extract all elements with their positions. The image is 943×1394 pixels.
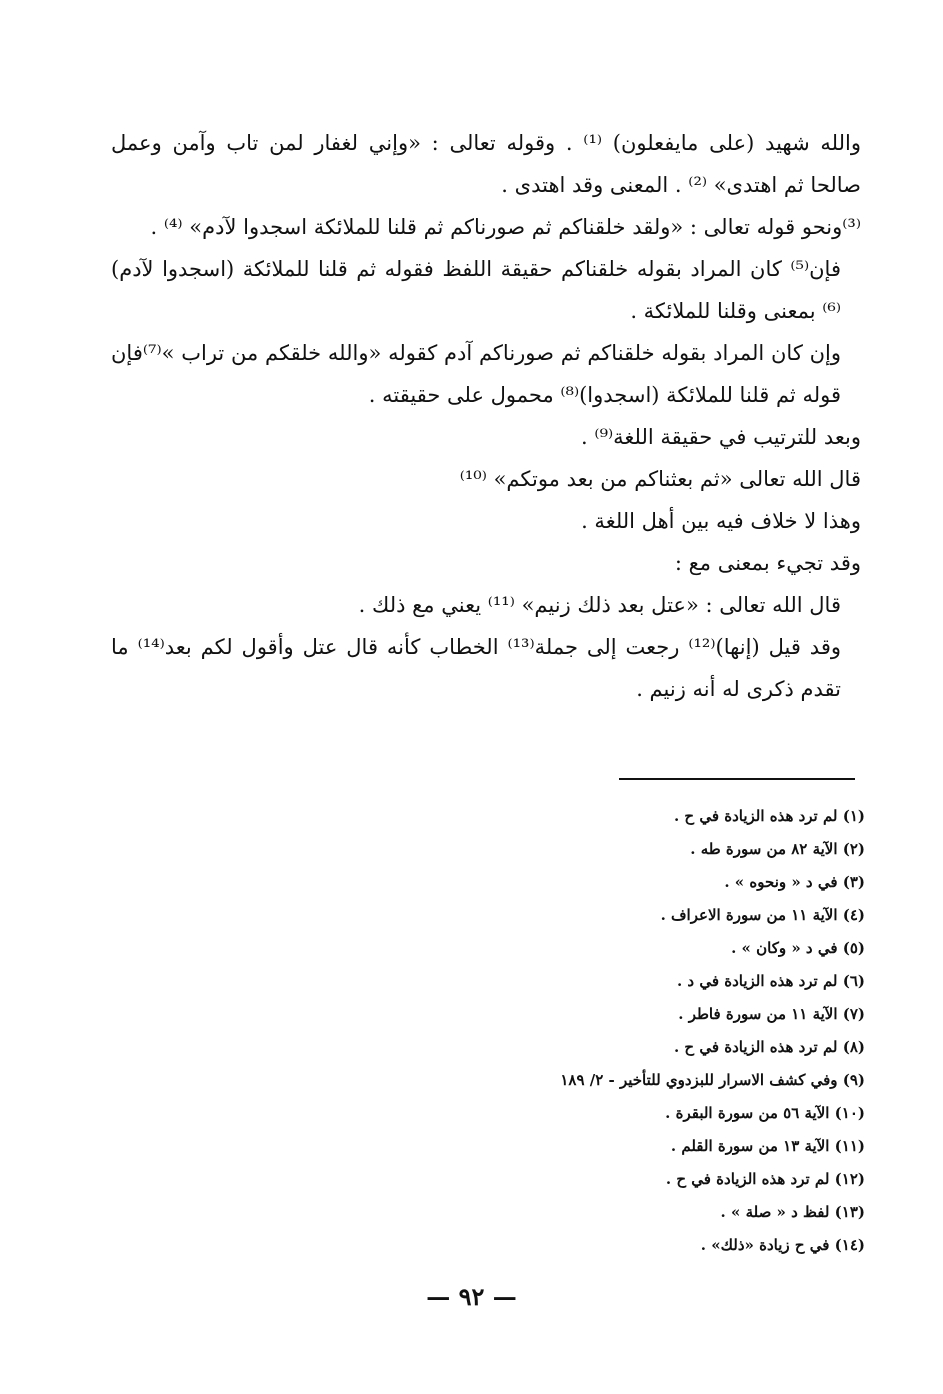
footnote-5: (٥) في د « وكان » .: [731, 939, 865, 957]
paragraph-4: وإن كان المراد بقوله خلقناكم ثم صورناكم آدم كقوله «والله خلقكم من تراب »⁽⁷⁾فإن قوله ثم قلنا للملائكة (اسجدوا)⁽⁸⁾ محمول على حقيقته .: [111, 341, 841, 407]
footnote-4: (٤) الآية ١١ من سورة الاعراف .: [660, 906, 865, 924]
paragraph-5: وبعد للترتيب في حقيقة اللغة⁽⁹⁾ .: [581, 425, 861, 449]
paragraph-6: قال الله تعالى «ثم بعثناكم من بعد موتكم» ⁽¹⁰⁾: [459, 467, 861, 491]
footnote-8: (٨) لم ترد هذه الزيادة في ح .: [673, 1038, 865, 1056]
paragraph-10: وقد قيل (إنها)⁽¹²⁾ رجعت إلى جملة⁽¹³⁾ الخطاب كأنه قال عتل وأقول لكم بعد⁽¹⁴⁾ ما تقدم ذكرى له أنه زنيم .: [111, 635, 841, 701]
page-number: — ٩٢ —: [426, 1282, 517, 1311]
paragraph-9: قال الله تعالى : «عتل بعد ذلك زنيم» ⁽¹¹⁾ يعني مع ذلك .: [358, 593, 841, 617]
footnote-9: (٩) وفي كشف الاسرار للبزدوي للتأخير - ٢/ ١٨٩: [560, 1071, 865, 1089]
footnote-13: (١٣) لفظ د « صلة » .: [720, 1203, 865, 1221]
footnote-3: (٣) في د « ونحوه » .: [724, 873, 865, 891]
footnote-divider: [619, 778, 855, 780]
footnote-12: (١٢) لم ترد هذه الزيادة في ح .: [665, 1170, 865, 1188]
footnote-14: (١٤) في ح زيادة «ذلك» .: [700, 1236, 865, 1254]
footnote-2: (٢) الآية ٨٢ من سورة طه .: [690, 840, 865, 858]
footnote-7: (٧) الآية ١١ من سورة فاطر .: [678, 1005, 865, 1023]
paragraph-7: وهذا لا خلاف فيه بين أهل اللغة .: [581, 509, 861, 533]
footnote-6: (٦) لم ترد هذه الزيادة في د .: [676, 972, 865, 990]
footnotes: [365, 800, 865, 1262]
paragraph-1: والله شهيد (على مايفعلون) ⁽¹⁾ . وقوله تعالى : «وإني لغفار لمن تاب وآمن وعمل صالحا ثم اهتدى» ⁽²⁾ . المعنى وقد اهتدى .: [111, 131, 861, 197]
footnote-1: (١) لم ترد هذه الزيادة في ح .: [673, 807, 865, 825]
paragraph-8: وقد تجيء بمعنى مع :: [674, 551, 861, 575]
paragraph-2: ⁽³⁾ونحو قوله تعالى : «ولقد خلقناكم ثم صورناكم ثم قلنا للملائكة اسجدوا لآدم» ⁽⁴⁾ .: [150, 215, 861, 239]
footnote-11: (١١) الآية ١٣ من سورة القلم .: [670, 1137, 865, 1155]
main-text: [111, 122, 861, 710]
footnote-10: (١٠) الآية ٥٦ من سورة البقرة .: [665, 1104, 865, 1122]
paragraph-3: فإن⁽⁵⁾ كان المراد بقوله خلقناكم حقيقة اللفظ فقوله ثم قلنا للملائكة (اسجدوا لآدم) ⁽⁶⁾ بمعنى وقلنا للملائكة .: [111, 257, 841, 323]
